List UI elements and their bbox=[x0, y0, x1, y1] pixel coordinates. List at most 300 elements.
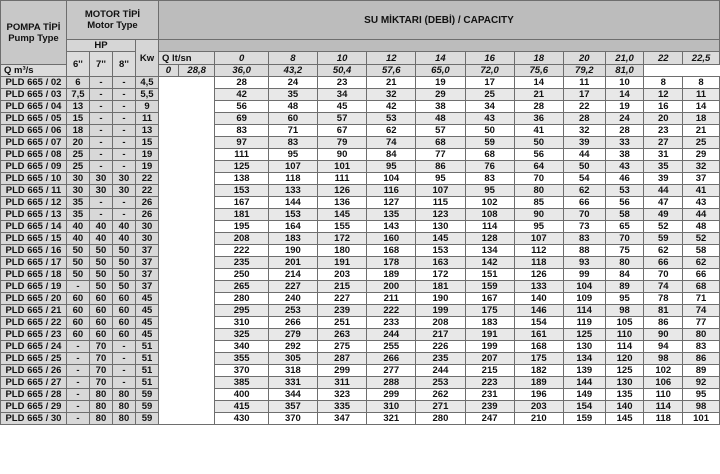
head-value-cell: 130 bbox=[605, 377, 644, 389]
head-value-cell: 74 bbox=[644, 281, 683, 293]
head-value-cell: 235 bbox=[416, 353, 465, 365]
hp-6-cell: 6 bbox=[66, 77, 89, 89]
hp-8-cell: - bbox=[112, 101, 135, 113]
head-value-cell: 107 bbox=[268, 161, 317, 173]
flow-m3-cell: 81,0 bbox=[605, 65, 644, 77]
head-value-cell: 27 bbox=[644, 137, 683, 149]
head-value-cell: 163 bbox=[416, 257, 465, 269]
head-value-cell: 50 bbox=[514, 137, 563, 149]
flow-m3-cell: 0 bbox=[158, 65, 178, 77]
head-value-cell: 183 bbox=[465, 317, 514, 329]
hp-6-cell: 40 bbox=[66, 221, 89, 233]
hp-8-cell: - bbox=[112, 113, 135, 125]
head-value-cell: 74 bbox=[683, 305, 720, 317]
table-row bbox=[1, 101, 720, 113]
head-value-cell: 138 bbox=[215, 173, 268, 185]
hp-8-cell: 80 bbox=[112, 401, 135, 413]
head-axis-label bbox=[158, 77, 214, 425]
head-value-cell: 280 bbox=[215, 293, 268, 305]
head-value-cell: 28 bbox=[215, 77, 268, 89]
model-cell: PLD 665 / 13 bbox=[1, 209, 67, 221]
head-value-cell: 146 bbox=[514, 305, 563, 317]
head-value-cell: 80 bbox=[514, 185, 563, 197]
head-value-cell: 99 bbox=[563, 269, 605, 281]
kw-cell: 5,5 bbox=[135, 89, 158, 101]
head-value-cell: 144 bbox=[268, 197, 317, 209]
head-value-cell: 50 bbox=[563, 161, 605, 173]
hp-7-cell: 50 bbox=[89, 257, 112, 269]
kw-cell: 22 bbox=[135, 173, 158, 185]
head-value-cell: 32 bbox=[367, 89, 416, 101]
kw-cell: 45 bbox=[135, 317, 158, 329]
head-value-cell: 60 bbox=[268, 113, 317, 125]
model-cell: PLD 665 / 14 bbox=[1, 221, 67, 233]
hp-7-cell: - bbox=[89, 89, 112, 101]
head-value-cell: 430 bbox=[215, 413, 268, 425]
kw-cell: 9 bbox=[135, 101, 158, 113]
pump-type-label: Pump Type bbox=[8, 32, 59, 44]
head-value-cell: 70 bbox=[563, 209, 605, 221]
head-value-cell: 95 bbox=[416, 173, 465, 185]
model-cell: PLD 665 / 20 bbox=[1, 293, 67, 305]
hp-8-cell: 50 bbox=[112, 269, 135, 281]
head-value-cell: 335 bbox=[318, 401, 367, 413]
head-value-cell: 98 bbox=[683, 401, 720, 413]
table-row bbox=[1, 77, 720, 89]
head-value-cell: 83 bbox=[465, 173, 514, 185]
motor-type-header bbox=[66, 1, 158, 40]
head-value-cell: 208 bbox=[416, 317, 465, 329]
kw-cell: 26 bbox=[135, 209, 158, 221]
hp-6-cell: 7,5 bbox=[66, 89, 89, 101]
head-value-cell: 83 bbox=[268, 137, 317, 149]
head-value-cell: 235 bbox=[215, 257, 268, 269]
head-value-cell: 43 bbox=[683, 197, 720, 209]
hp-8-cell: 60 bbox=[112, 329, 135, 341]
head-value-cell: 86 bbox=[683, 353, 720, 365]
model-cell: PLD 665 / 18 bbox=[1, 269, 67, 281]
hp-7-cell: 40 bbox=[89, 233, 112, 245]
hp-8-cell: - bbox=[112, 353, 135, 365]
head-value-cell: 34 bbox=[465, 101, 514, 113]
flow-lt-cell: 8 bbox=[268, 52, 317, 65]
head-value-cell: 64 bbox=[514, 161, 563, 173]
head-value-cell: 190 bbox=[416, 293, 465, 305]
head-value-cell: 266 bbox=[268, 317, 317, 329]
model-cell: PLD 665 / 11 bbox=[1, 185, 67, 197]
hp-8-cell: - bbox=[112, 89, 135, 101]
motor-type-label: Motor Type bbox=[87, 20, 138, 31]
head-value-cell: 66 bbox=[563, 197, 605, 209]
head-value-cell: 41 bbox=[514, 125, 563, 137]
head-value-cell: 139 bbox=[563, 365, 605, 377]
hp-8-cell: 80 bbox=[112, 389, 135, 401]
head-value-cell: 33 bbox=[605, 137, 644, 149]
head-value-cell: 370 bbox=[215, 365, 268, 377]
hp-7-cell: 50 bbox=[89, 269, 112, 281]
head-value-cell: 200 bbox=[367, 281, 416, 293]
head-value-cell: 154 bbox=[563, 401, 605, 413]
head-value-cell: 94 bbox=[644, 341, 683, 353]
model-cell: PLD 665 / 04 bbox=[1, 101, 67, 113]
head-value-cell: 41 bbox=[683, 185, 720, 197]
head-value-cell: 118 bbox=[514, 257, 563, 269]
head-value-cell: 251 bbox=[318, 317, 367, 329]
capacity-header bbox=[158, 1, 719, 40]
head-value-cell: 125 bbox=[563, 329, 605, 341]
head-value-cell: 130 bbox=[563, 341, 605, 353]
head-value-cell: 38 bbox=[416, 101, 465, 113]
head-value-cell: 105 bbox=[605, 317, 644, 329]
head-value-cell: 135 bbox=[367, 209, 416, 221]
head-value-cell: 145 bbox=[605, 413, 644, 425]
head-value-cell: 266 bbox=[367, 353, 416, 365]
hp-6-cell: 35 bbox=[66, 209, 89, 221]
head-value-cell: 168 bbox=[367, 245, 416, 257]
table-row bbox=[1, 221, 720, 233]
hp-8-cell: - bbox=[112, 161, 135, 173]
table-row bbox=[1, 401, 720, 413]
flow-m3-cell: 57,6 bbox=[367, 65, 416, 77]
table-row bbox=[1, 269, 720, 281]
head-value-cell: 161 bbox=[514, 329, 563, 341]
head-value-cell: 44 bbox=[644, 185, 683, 197]
head-value-cell: 111 bbox=[215, 149, 268, 161]
table-row bbox=[1, 413, 720, 425]
model-cell: PLD 665 / 10 bbox=[1, 173, 67, 185]
head-value-cell: 47 bbox=[644, 197, 683, 209]
head-value-cell: 142 bbox=[465, 257, 514, 269]
hp-col-8: 8'' bbox=[112, 52, 135, 77]
head-value-cell: 250 bbox=[215, 269, 268, 281]
kw-cell: 22 bbox=[135, 185, 158, 197]
kw-cell: 51 bbox=[135, 341, 158, 353]
head-value-cell: 49 bbox=[644, 209, 683, 221]
head-value-cell: 159 bbox=[465, 281, 514, 293]
head-value-cell: 191 bbox=[318, 257, 367, 269]
flow-lt-cell: 12 bbox=[367, 52, 416, 65]
head-value-cell: 151 bbox=[465, 269, 514, 281]
head-value-cell: 17 bbox=[563, 89, 605, 101]
head-value-cell: 344 bbox=[268, 389, 317, 401]
head-value-cell: 8 bbox=[644, 77, 683, 89]
head-value-cell: 415 bbox=[215, 401, 268, 413]
head-value-cell: 277 bbox=[367, 365, 416, 377]
head-value-cell: 244 bbox=[367, 329, 416, 341]
head-value-cell: 143 bbox=[367, 221, 416, 233]
kw-cell: 45 bbox=[135, 293, 158, 305]
motor-tipi-label: MOTOR TİPİ bbox=[84, 9, 141, 20]
head-value-cell: 133 bbox=[268, 185, 317, 197]
head-value-cell: 167 bbox=[465, 293, 514, 305]
table-row bbox=[1, 317, 720, 329]
kw-cell: 4,5 bbox=[135, 77, 158, 89]
head-value-cell: 59 bbox=[465, 137, 514, 149]
hp-7-cell: - bbox=[89, 101, 112, 113]
head-value-cell: 191 bbox=[465, 329, 514, 341]
head-value-cell: 253 bbox=[416, 377, 465, 389]
hp-6-cell: 60 bbox=[66, 317, 89, 329]
model-cell: PLD 665 / 28 bbox=[1, 389, 67, 401]
hp-8-cell: - bbox=[112, 377, 135, 389]
table-row bbox=[1, 245, 720, 257]
hp-8-cell: 60 bbox=[112, 293, 135, 305]
head-value-cell: 76 bbox=[465, 161, 514, 173]
head-value-cell: 70 bbox=[644, 269, 683, 281]
kw-cell: 30 bbox=[135, 233, 158, 245]
head-value-cell: 275 bbox=[318, 341, 367, 353]
head-value-cell: 357 bbox=[268, 401, 317, 413]
hp-6-cell: 18 bbox=[66, 125, 89, 137]
head-value-cell: 311 bbox=[318, 377, 367, 389]
head-value-cell: 32 bbox=[563, 125, 605, 137]
head-value-cell: 114 bbox=[465, 221, 514, 233]
head-value-cell: 14 bbox=[605, 89, 644, 101]
head-value-cell: 107 bbox=[514, 233, 563, 245]
head-value-cell: 172 bbox=[318, 233, 367, 245]
head-value-cell: 102 bbox=[465, 197, 514, 209]
head-value-cell: 57 bbox=[416, 125, 465, 137]
head-value-cell: 211 bbox=[367, 293, 416, 305]
head-value-cell: 155 bbox=[318, 221, 367, 233]
head-value-cell: 118 bbox=[268, 173, 317, 185]
model-cell: PLD 665 / 22 bbox=[1, 317, 67, 329]
q-lt-label: Q lt/sn bbox=[158, 52, 214, 65]
hp-6-cell: - bbox=[66, 341, 89, 353]
head-value-cell: 77 bbox=[416, 149, 465, 161]
head-value-cell: 265 bbox=[215, 281, 268, 293]
table-row bbox=[1, 329, 720, 341]
hp-7-cell: 50 bbox=[89, 281, 112, 293]
head-value-cell: 292 bbox=[268, 341, 317, 353]
kw-header: Kw bbox=[135, 40, 158, 77]
hp-8-cell: 60 bbox=[112, 317, 135, 329]
head-value-cell: 66 bbox=[683, 269, 720, 281]
kw-cell: 59 bbox=[135, 389, 158, 401]
table-row bbox=[1, 257, 720, 269]
head-value-cell: 244 bbox=[416, 365, 465, 377]
head-value-cell: 310 bbox=[367, 401, 416, 413]
head-value-cell: 154 bbox=[514, 317, 563, 329]
hp-8-cell: - bbox=[112, 125, 135, 137]
head-value-cell: 181 bbox=[215, 209, 268, 221]
kw-cell: 59 bbox=[135, 401, 158, 413]
head-value-cell: 114 bbox=[644, 401, 683, 413]
head-value-cell: 247 bbox=[465, 413, 514, 425]
hp-col-6: 6'' bbox=[66, 52, 89, 77]
model-cell: PLD 665 / 05 bbox=[1, 113, 67, 125]
hp-8-cell: 80 bbox=[112, 413, 135, 425]
head-value-cell: 34 bbox=[318, 89, 367, 101]
q-m3-label: Q m³/s bbox=[1, 65, 90, 77]
hp-8-cell: - bbox=[112, 209, 135, 221]
head-value-cell: 104 bbox=[367, 173, 416, 185]
hp-8-cell: - bbox=[112, 149, 135, 161]
head-value-cell: 127 bbox=[367, 197, 416, 209]
head-value-cell: 45 bbox=[318, 101, 367, 113]
kw-cell: 19 bbox=[135, 161, 158, 173]
head-value-cell: 110 bbox=[605, 329, 644, 341]
table-row bbox=[1, 341, 720, 353]
hp-6-cell: - bbox=[66, 413, 89, 425]
head-value-cell: 92 bbox=[683, 377, 720, 389]
flow-m3-cell: 75,6 bbox=[514, 65, 563, 77]
head-value-cell: 207 bbox=[465, 353, 514, 365]
model-cell: PLD 665 / 21 bbox=[1, 305, 67, 317]
hp-7-cell: 60 bbox=[89, 329, 112, 341]
head-value-cell: 299 bbox=[318, 365, 367, 377]
head-value-cell: 44 bbox=[683, 209, 720, 221]
head-value-cell: 323 bbox=[318, 389, 367, 401]
head-value-cell: 153 bbox=[416, 245, 465, 257]
flow-lt-cell: 16 bbox=[465, 52, 514, 65]
hp-7-cell: - bbox=[89, 113, 112, 125]
head-value-cell: 53 bbox=[605, 185, 644, 197]
hp-7-cell: - bbox=[89, 137, 112, 149]
head-value-cell: 36 bbox=[514, 113, 563, 125]
head-value-cell: 101 bbox=[683, 413, 720, 425]
hp-6-cell: 13 bbox=[66, 101, 89, 113]
hp-7-cell: 70 bbox=[89, 341, 112, 353]
table-row bbox=[1, 125, 720, 137]
head-value-cell: 53 bbox=[367, 113, 416, 125]
flow-lt-cell: 14 bbox=[416, 52, 465, 65]
head-value-cell: 25 bbox=[465, 89, 514, 101]
head-value-cell: 38 bbox=[605, 149, 644, 161]
hp-6-cell: - bbox=[66, 401, 89, 413]
head-value-cell: 116 bbox=[367, 185, 416, 197]
head-value-cell: 95 bbox=[605, 293, 644, 305]
head-value-cell: 126 bbox=[514, 269, 563, 281]
head-value-cell: 93 bbox=[563, 257, 605, 269]
flow-lt-cell: 20 bbox=[563, 52, 605, 65]
flow-m3-cell: 65,0 bbox=[416, 65, 465, 77]
head-value-cell: 240 bbox=[268, 293, 317, 305]
head-value-cell: 253 bbox=[268, 305, 317, 317]
flow-lt-cell: 22 bbox=[644, 52, 683, 65]
head-value-cell: 70 bbox=[514, 173, 563, 185]
head-value-cell: 68 bbox=[416, 137, 465, 149]
head-value-cell: 321 bbox=[367, 413, 416, 425]
head-value-cell: 271 bbox=[416, 401, 465, 413]
head-value-cell: 175 bbox=[465, 305, 514, 317]
head-value-cell: 355 bbox=[215, 353, 268, 365]
head-value-cell: 80 bbox=[605, 257, 644, 269]
model-cell: PLD 665 / 29 bbox=[1, 401, 67, 413]
model-cell: PLD 665 / 07 bbox=[1, 137, 67, 149]
head-value-cell: 68 bbox=[683, 281, 720, 293]
head-value-cell: 135 bbox=[605, 389, 644, 401]
model-cell: PLD 665 / 30 bbox=[1, 413, 67, 425]
table-row bbox=[1, 233, 720, 245]
hp-8-cell: - bbox=[112, 365, 135, 377]
head-value-cell: 48 bbox=[683, 221, 720, 233]
head-value-cell: 233 bbox=[367, 317, 416, 329]
head-value-cell: 325 bbox=[215, 329, 268, 341]
flow-lt-cell: 0 bbox=[215, 52, 268, 65]
hp-7-cell: 60 bbox=[89, 293, 112, 305]
head-value-cell: 52 bbox=[644, 221, 683, 233]
head-value-cell: 22 bbox=[563, 101, 605, 113]
model-cell: PLD 665 / 09 bbox=[1, 161, 67, 173]
hp-7-cell: 70 bbox=[89, 365, 112, 377]
head-value-cell: 54 bbox=[563, 173, 605, 185]
head-value-cell: 385 bbox=[215, 377, 268, 389]
table-row bbox=[1, 89, 720, 101]
head-value-cell: 214 bbox=[268, 269, 317, 281]
hp-8-cell: 60 bbox=[112, 305, 135, 317]
head-value-cell: 133 bbox=[514, 281, 563, 293]
head-value-cell: 62 bbox=[683, 257, 720, 269]
head-value-cell: 119 bbox=[563, 317, 605, 329]
kw-cell: 15 bbox=[135, 137, 158, 149]
head-value-cell: 17 bbox=[465, 77, 514, 89]
hp-7-cell: - bbox=[89, 209, 112, 221]
head-value-cell: 84 bbox=[367, 149, 416, 161]
head-value-cell: 48 bbox=[416, 113, 465, 125]
hp-8-cell: - bbox=[112, 197, 135, 209]
table-row bbox=[1, 365, 720, 377]
pump-type-header bbox=[1, 1, 67, 65]
table-row bbox=[1, 209, 720, 221]
hp-6-cell: 60 bbox=[66, 305, 89, 317]
kw-cell: 13 bbox=[135, 125, 158, 137]
hp-7-cell: 50 bbox=[89, 245, 112, 257]
hp-6-cell: 60 bbox=[66, 329, 89, 341]
hp-6-cell: 20 bbox=[66, 137, 89, 149]
head-value-cell: 130 bbox=[416, 221, 465, 233]
hp-6-cell: 25 bbox=[66, 149, 89, 161]
table-row bbox=[1, 173, 720, 185]
head-value-cell: 56 bbox=[605, 197, 644, 209]
hp-7-cell: - bbox=[89, 161, 112, 173]
head-value-cell: 19 bbox=[416, 77, 465, 89]
head-value-cell: 305 bbox=[268, 353, 317, 365]
hp-7-cell: 30 bbox=[89, 173, 112, 185]
head-value-cell: 217 bbox=[416, 329, 465, 341]
head-value-cell: 84 bbox=[605, 269, 644, 281]
head-value-cell: 222 bbox=[215, 245, 268, 257]
kw-cell: 51 bbox=[135, 365, 158, 377]
head-value-cell: 175 bbox=[514, 353, 563, 365]
head-value-cell: 134 bbox=[465, 245, 514, 257]
head-value-cell: 37 bbox=[683, 173, 720, 185]
head-value-cell: 29 bbox=[416, 89, 465, 101]
hp-6-cell: 15 bbox=[66, 113, 89, 125]
model-cell: PLD 665 / 25 bbox=[1, 353, 67, 365]
head-value-cell: 56 bbox=[215, 101, 268, 113]
head-value-cell: 88 bbox=[563, 245, 605, 257]
head-value-cell: 74 bbox=[367, 137, 416, 149]
head-value-cell: 83 bbox=[215, 125, 268, 137]
head-value-cell: 134 bbox=[563, 353, 605, 365]
hp-7-cell: 70 bbox=[89, 353, 112, 365]
head-value-cell: 112 bbox=[514, 245, 563, 257]
model-cell: PLD 665 / 08 bbox=[1, 149, 67, 161]
head-value-cell: 149 bbox=[563, 389, 605, 401]
hp-8-cell: 50 bbox=[112, 257, 135, 269]
head-value-cell: 118 bbox=[644, 413, 683, 425]
head-value-cell: 370 bbox=[268, 413, 317, 425]
head-value-cell: 145 bbox=[318, 209, 367, 221]
head-value-cell: 180 bbox=[318, 245, 367, 257]
kw-cell: 51 bbox=[135, 353, 158, 365]
hp-8-cell: - bbox=[112, 77, 135, 89]
flow-m3-cell: 28,8 bbox=[178, 65, 215, 77]
hp-7-cell: 70 bbox=[89, 377, 112, 389]
head-value-cell: 43 bbox=[605, 161, 644, 173]
head-value-cell: 42 bbox=[367, 101, 416, 113]
